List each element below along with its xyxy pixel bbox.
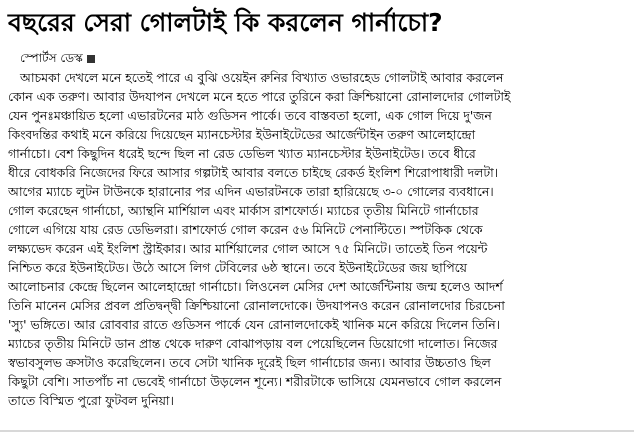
body-line: স্বভাবসুলভ ক্রসটাও করেছিলেন। তবে সেটা খানিক দূরেই ছিল গার্নাচোর জন্য। আবার উচ্চতাও ছিল [8,355,491,370]
body-line: কিংবদন্তির কথাই মনে করিয়ে দিয়েছেন ম্যানচেস্টার ইউনাইটেডের আর্জেন্টাইন তরুণ আলেহান্দ্রো [8,127,476,142]
body-line: আচমকা দেখলে মনে হতেই পারে এ বুঝি ওয়েইন রুনির বিখ্যাত ওভারহেড গোলটাই আবার করলেন [20,70,504,85]
body-line: 'স্যু' ভঙ্গিতে। আর রোববার রাতে গুডিসন পার্কে যেন রোনালদোকেই খানিক মনে করিয়ে দিলেন তিনি। [8,317,501,332]
body-line: আলোচনার কেন্দ্রে ছিলেন আলেহান্দ্রো গার্নাচো। লিওনেল মেসির দেশ আর্জেন্টিনায় জন্ম হলেও আদর্শ [8,279,503,294]
body-line: তিনি মানেন মেসির প্রবল প্রতিদ্বন্দ্বী ক্রিশ্চিয়ানো রোনালদোকে। উদযাপনও করেন রোনালদোর চিরচেনা [8,298,505,313]
body-line: গার্নাচো। বেশ কিছুদিন ধরেই ছন্দে ছিল না রেড ডেভিল খ্যাত ম্যানচেস্টার ইউনাইটেড। তবে ধীরে [8,146,476,161]
body-line: কিছুটা বেশি। সাতপাঁচ না ভেবেই গার্নাচো উড়লেন শূন্যে। শরীরটাকে ভাসিয়ে যেমনভাবে গোল করলেন [8,374,502,389]
square-bullet-icon [87,55,95,63]
body-line: নিশ্চিত করে ইউনাইটেড। উঠে আসে লিগ টেবিলের ৬ষ্ঠ স্থানে। তবে ইউনাইটেডের জয় ছাপিয়ে [8,260,467,275]
article-body [8,68,626,410]
body-line: তাতে বিস্মিত পুরো ফুটবল দুনিয়া। [8,393,174,408]
body-line: কোন এক তরুণ। আবার উদযাপন দেখলে মনে হতে পারে তুরিনে করা ক্রিশ্চিয়ানো রোনালদোর গোলটাই [8,89,511,104]
headline: বছরের সেরা গোলটাই কি করলেন গার্নাচো? [8,8,443,37]
body-line: গোল করেছেন গার্নাচো, অ্যান্থনি মার্শিয়াল এবং মার্কাস রাশফোর্ড। ম্যাচের তৃতীয় মিনিটে গার্নাচোর [8,203,479,218]
body-line: আগের ম্যাচে লুটন টাউনকে হারানোর পর এদিন এভারটনকে তারা হারিয়েছে ৩-০ গোলের ব্যবধানে। [8,184,494,199]
body-line: ধীরে বোধকরি নিজেদের ফিরে আসার গল্পটাই আবার বলতে চাইছে রেকর্ড ইংলিশ শিরোপাধারী দলটা। [8,165,499,180]
body-line: ম্যাচের তৃতীয় মিনিটে ডান প্রান্ত থেকে দারুণ বোঝাপড়ায় বল পেয়েছিলেন ডিয়োগো দালোত। নিজের [8,336,498,351]
body-line: যেন পুনঃমঞ্চায়িত হলো এভারটনের মাঠ গুডিসন পার্কে। তবে বাস্তবতা হলো, এক গোল দিয়ে দু'জন [8,108,492,123]
body-line: গোলে এগিয়ে যায় রেড ডেভিলরা। রাশফোর্ড গোল করেন ৫৬ মিনিটে পেনাল্টিতে। স্পটকিক থেকে [8,222,483,237]
byline-text: স্পোর্টস ডেস্ক [20,51,83,65]
body-line: লক্ষ্যভেদ করেন এই ইংলিশ স্ট্রাইকার। আর মার্শিয়ালের গোল আসে ৭৫ মিনিটে। তাতেই তিন পয়েন্ট [8,241,488,256]
byline [8,50,626,66]
